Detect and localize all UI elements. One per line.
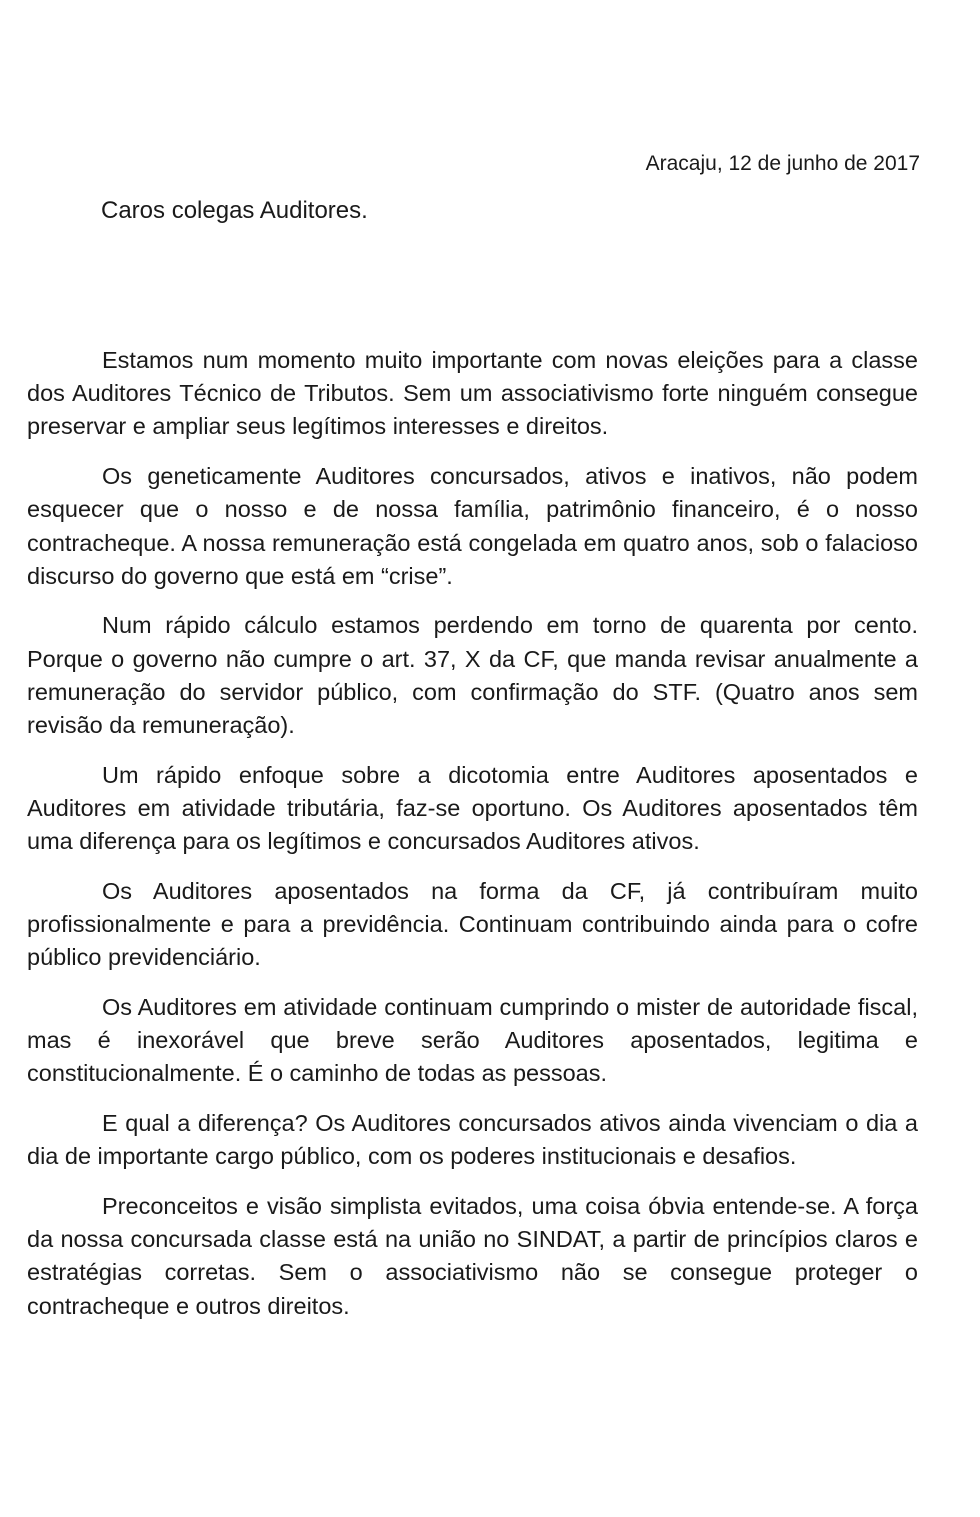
paragraph: Num rápido cálculo estamos perdendo em torno de quarenta por cento. Porque o governo não cumpre o art. 37, X da CF, que manda revisar anualmente a remuneração do servidor público, com confirmação do STF. (Quatro anos sem revisão da remuneração). — [27, 612, 918, 739]
paragraph: Um rápido enfoque sobre a dicotomia entre Auditores aposentados e Auditores em atividade tributária, faz-se oportuno. Os Auditores aposentados têm uma diferença para os legítimos e concursados Auditores ativos. — [27, 761, 918, 855]
salutation: Caros colegas Auditores. — [101, 197, 368, 224]
paragraph: E qual a diferença? Os Auditores concursados ativos ainda vivenciam o dia a dia de importante cargo público, com os poderes institucionais e desafios. — [27, 1110, 918, 1170]
paragraph: Estamos num momento muito importante com novas eleições para a classe dos Auditores Técnico de Tributos. Sem um associativismo forte ninguém consegue preservar e ampliar seus legítimos interesses e direitos. — [27, 347, 918, 440]
letter-body — [27, 344, 918, 1339]
date-line: Aracaju, 12 de junho de 2017 — [645, 152, 920, 175]
paragraph: Os Auditores aposentados na forma da CF, já contribuíram muito profissionalmente e para a previdência. Continuam contribuindo ainda para o cofre público previdenciário. — [27, 877, 918, 971]
paragraph: Preconceitos e visão simplista evitados, uma coisa óbvia entende-se. A força da nossa concursada classe está na união no SINDAT, a partir de princípios claros e estratégias corretas. Sem o associativismo não se consegue proteger o contracheque e outros direitos. — [27, 1192, 918, 1319]
paragraph: Os geneticamente Auditores concursados, ativos e inativos, não podem esquecer que o nosso e de nossa família, patrimônio financeiro, é o nosso contracheque. A nossa remuneração está congelada em quatro anos, sob o falacioso discurso do governo que está em “crise”. — [27, 463, 918, 589]
paragraph: Os Auditores em atividade continuam cumprindo o mister de autoridade fiscal, mas é inexorável que breve serão Auditores aposentados, legitima e constitucionalmente. É o caminho de todas as pessoas. — [27, 993, 918, 1087]
